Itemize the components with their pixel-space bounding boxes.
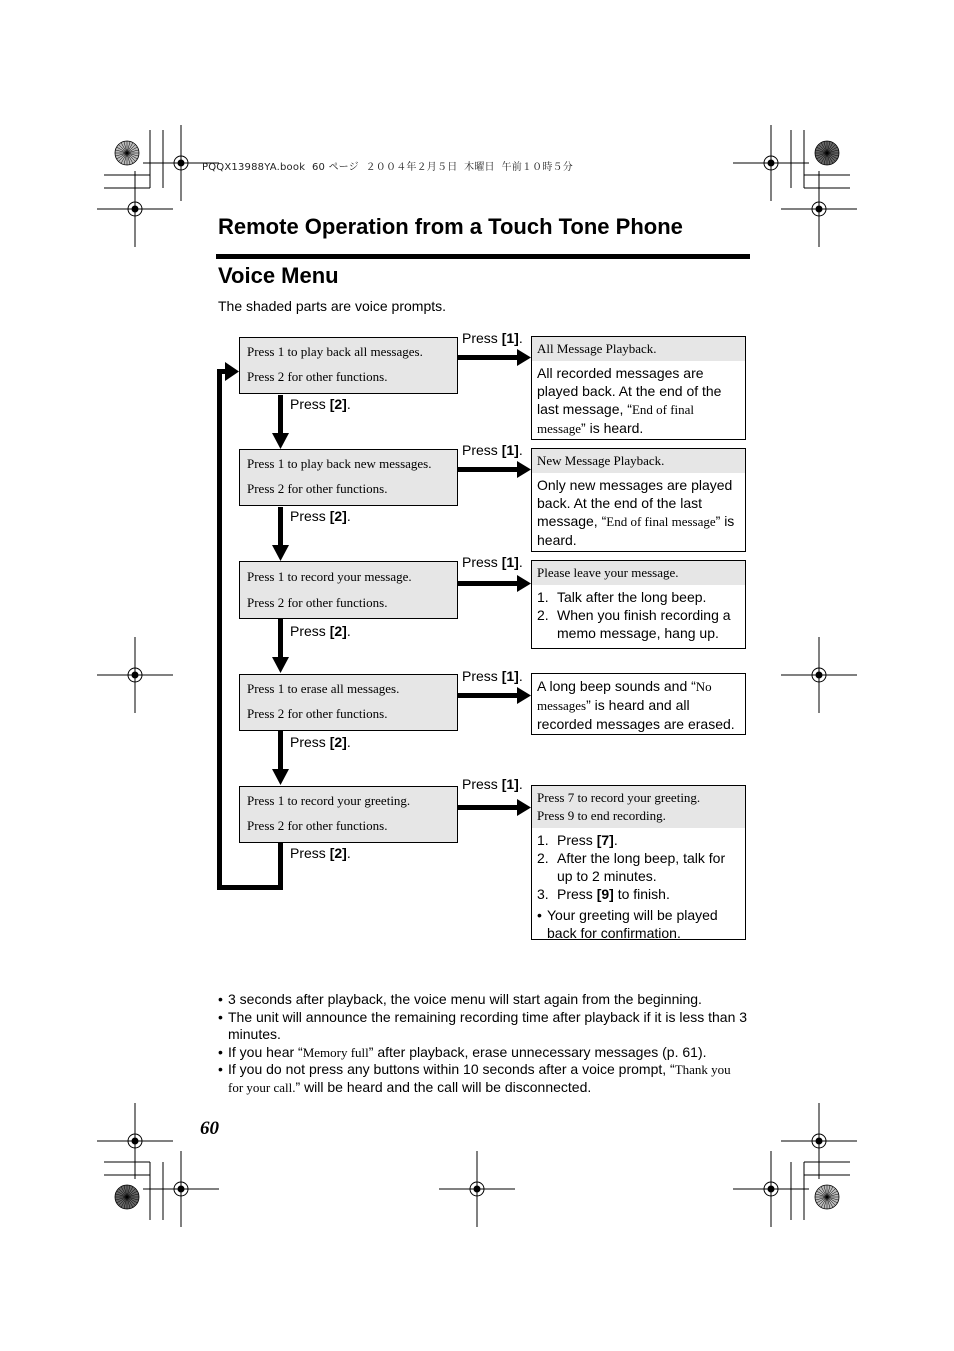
press-2-label: Press [2]. [290,396,351,412]
press-2-label: Press [2]. [290,508,351,524]
press-1-label: Press [1]. [462,554,523,570]
result-list [532,585,745,646]
arrow-down-2 [272,507,289,561]
arrow-right-2 [458,461,531,478]
voice-prompt-step-2 [239,449,458,506]
arrow-right-5 [458,799,531,816]
result-box-step-4 [531,673,746,735]
result-steps [532,828,745,905]
intro-text: The shaded parts are voice prompts. [218,298,447,314]
result-text: A long beep sounds and “No messages” is heard and all recorded messages are erased. [537,678,735,732]
note-item: • The unit will announce the remaining recording time after playback if it is less than 3 minutes. [218,1009,748,1044]
result-heading: Please leave your message. [532,561,745,585]
arrow-down-1 [272,395,289,449]
arrow-right-1 [458,349,531,366]
result-heading: New Message Playback. [532,449,745,473]
result-text: Only new messages are played back. At the end of the last message, “End of final message” is heard. [537,477,735,548]
press-1-label: Press [1]. [462,330,523,346]
prompt-line-1: Press 1 to play back all messages. [247,344,423,359]
prompt-line-1: Press 1 to record your greeting. [247,793,411,808]
result-heading: Press 7 to record your greeting. Press 9 to end recording. [532,786,745,828]
note-item: • 3 seconds after playback, the voice menu will start again from the beginning. [218,991,748,1009]
press-2-label: Press [2]. [290,845,351,861]
press-1-label: Press [1]. [462,442,523,458]
printer-header: PQQX13988YA.book 60 ページ ２００４年２月５日 木曜日 午前１０時５分 [202,162,573,173]
prompt-line-1: Press 1 to erase all messages. [247,681,400,696]
press-2-label: Press [2]. [290,623,351,639]
arrow-right-4 [458,687,531,704]
voice-prompt-step-5 [239,786,458,843]
list-item: 1. Press [7]. [537,832,618,848]
result-box-step-3 [531,560,746,649]
note-item: • If you hear “Memory full” after playback, erase unnecessary messages (p. 61). [218,1044,748,1062]
prompt-line-2: Press 2 for other functions. [247,818,388,833]
result-box-step-5 [531,785,746,940]
press-2-label: Press [2]. [290,734,351,750]
press-1-label: Press [1]. [462,776,523,792]
prompt-line-1: Press 1 to play back new messages. [247,456,432,471]
arrow-down-3 [272,619,289,673]
press-1-label: Press [1]. [462,668,523,684]
list-item: 3. Press [9] to finish. [537,886,670,902]
arrow-down-4 [272,731,289,785]
prompt-line-2: Press 2 for other functions. [247,481,388,496]
note-item: • If you do not press any buttons within 10 seconds after a voice prompt, “Thank you for your call.” will be heard and the call will be disconnected. [218,1061,748,1096]
subsection-title: Voice Menu [218,263,339,288]
list-item: 1. Talk after the long beep. [537,589,707,605]
list-item: 2. After the long beep, talk for up to 2 minutes. [537,850,726,884]
prompt-line-1: Press 1 to record your message. [247,569,412,584]
voice-prompt-step-4 [239,674,458,731]
prompt-line-2: Press 2 for other functions. [247,595,388,610]
result-box-step-1 [531,336,746,440]
voice-prompt-step-1 [239,337,458,394]
arrow-right-3 [458,575,531,592]
list-item: 2. When you finish recording a memo message, hang up. [537,607,731,641]
page-number: 60 [200,1118,219,1139]
result-heading: All Message Playback. [532,337,745,361]
result-note: • Your greeting will be played back for confirmation. [537,907,718,941]
prompt-line-2: Press 2 for other functions. [247,706,388,721]
notes-list [218,991,748,1096]
section-title: Remote Operation from a Touch Tone Phone [218,214,683,239]
prompt-line-2: Press 2 for other functions. [247,369,388,384]
voice-prompt-step-3 [239,561,458,619]
result-box-step-2 [531,448,746,552]
result-text: All recorded messages are played back. At the end of the last message, “End of final message” is heard. [537,365,722,436]
